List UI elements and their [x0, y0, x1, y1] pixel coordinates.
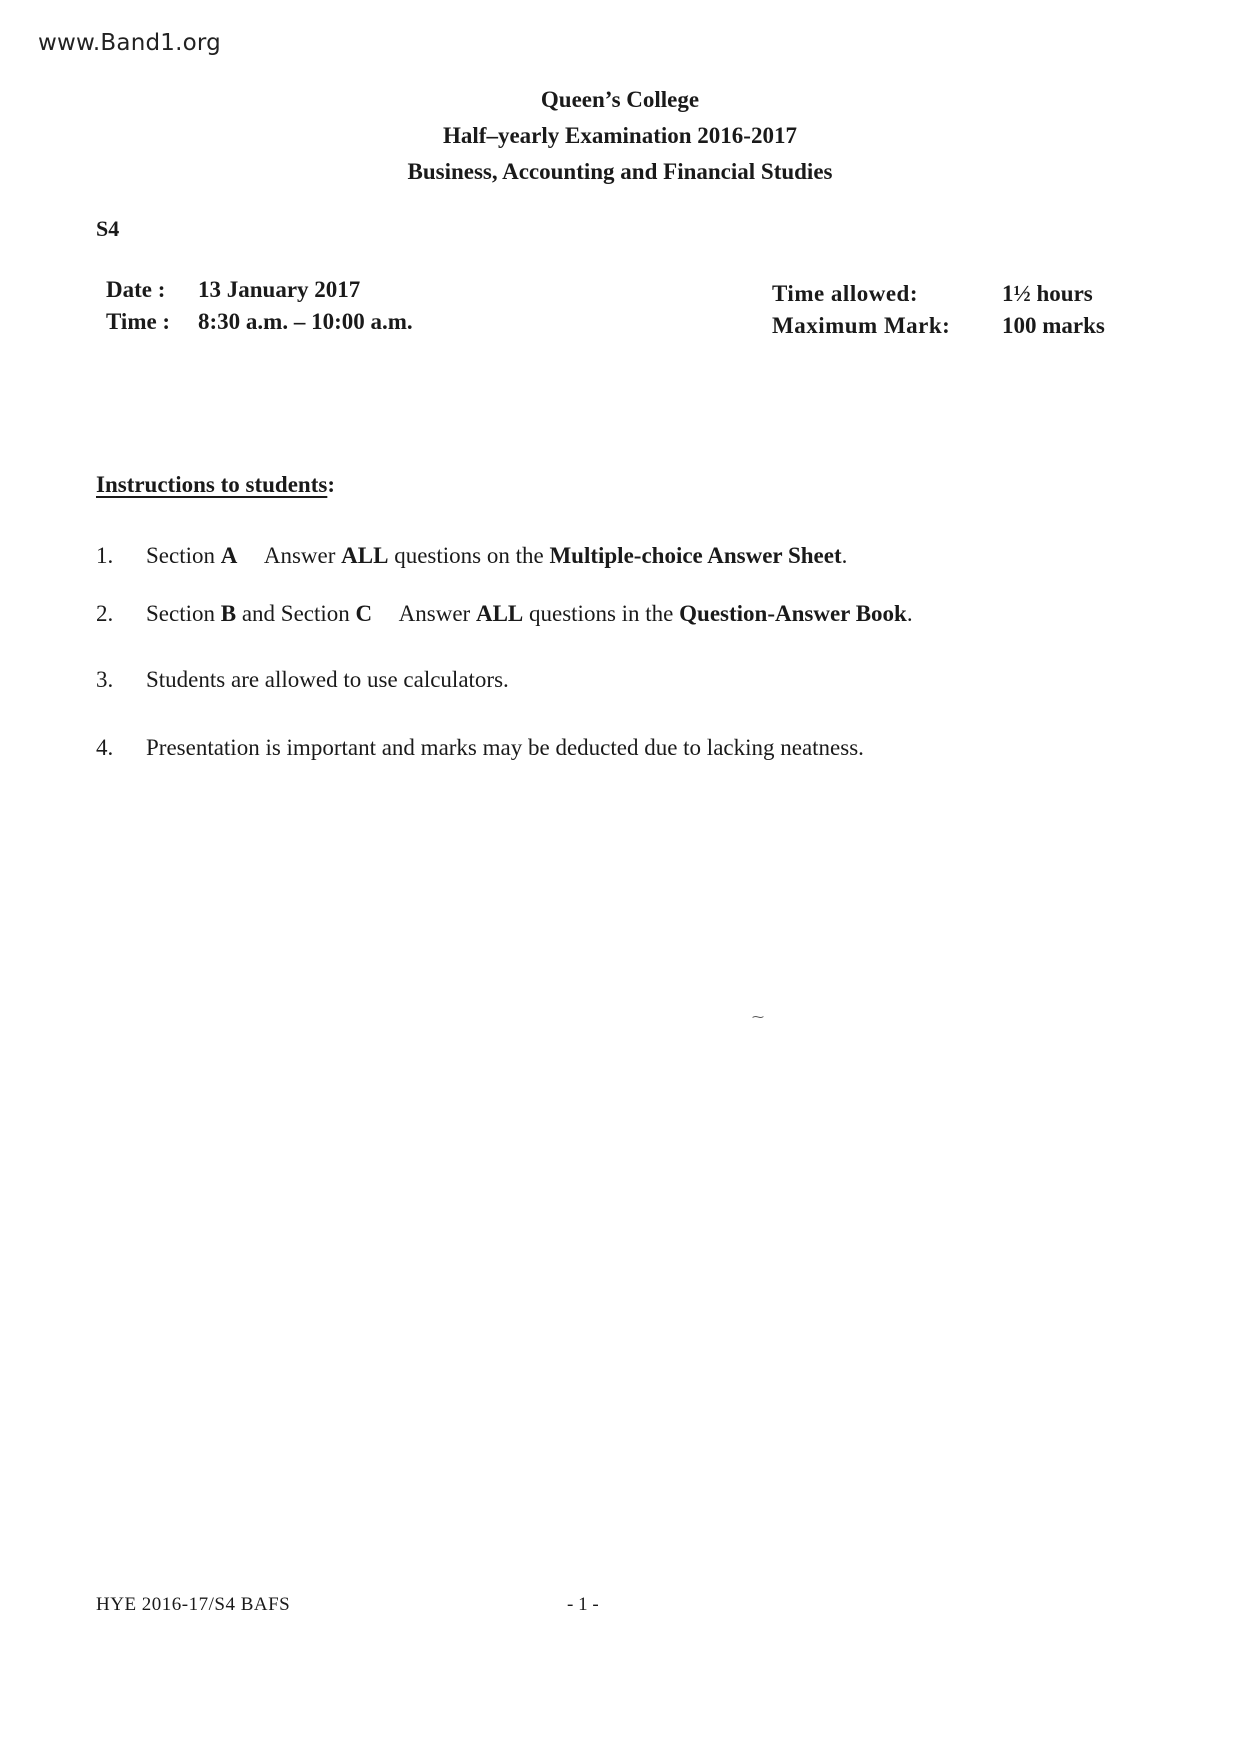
instruction-emphasis: ALL	[341, 543, 389, 568]
instruction-text: questions on the	[388, 543, 550, 568]
section-letter: B	[220, 601, 237, 626]
school-name: Queen’s College	[540, 87, 700, 112]
instruction-item	[96, 664, 1156, 696]
instruction-text: Answer	[398, 601, 476, 626]
section-label: and Section	[236, 601, 356, 626]
instruction-emphasis: Question-Answer Book	[679, 601, 907, 626]
instructions-list	[96, 540, 1156, 764]
section-label: Section	[146, 601, 221, 626]
time-allowed-label: Time allowed:	[772, 281, 918, 306]
instruction-number: 3.	[96, 667, 114, 692]
instruction-text: Students are allowed to use calculators.	[146, 667, 509, 692]
time-label: Time :	[106, 309, 171, 334]
instruction-text: .	[841, 543, 848, 568]
exam-schedule	[106, 274, 413, 338]
exam-limits	[772, 278, 1105, 342]
scan-speck: ⁓	[752, 1010, 764, 1024]
instruction-text: questions in the	[523, 601, 680, 626]
date-value: 13 January 2017	[198, 277, 361, 302]
instruction-number: 1.	[96, 543, 114, 568]
max-mark-label: Maximum Mark:	[772, 313, 951, 338]
instruction-emphasis: ALL	[475, 601, 524, 626]
time-value: 8:30 a.m. – 10:00 a.m.	[198, 309, 413, 334]
time-row	[106, 306, 413, 338]
instruction-number: 4.	[96, 735, 114, 760]
instructions-heading-colon: :	[327, 472, 335, 497]
instruction-number: 2.	[96, 601, 114, 626]
instruction-text: Answer	[263, 543, 342, 568]
exam-title: Half–yearly Examination 2016-2017	[443, 123, 797, 148]
instruction-item	[96, 598, 1156, 630]
instruction-item	[96, 540, 1156, 572]
instructions-heading-text: Instructions to students	[96, 472, 328, 497]
instruction-text: .	[906, 601, 913, 626]
section-letter: C	[355, 601, 373, 626]
time-allowed-value: 1½ hours	[1002, 281, 1093, 306]
paper-code: HYE 2016-17/S4 BAFS	[96, 1594, 291, 1615]
max-mark-row	[772, 310, 1105, 342]
time-allowed-row	[772, 278, 1105, 310]
max-mark-value: 100 marks	[1002, 313, 1105, 338]
site-watermark: www.Band1.org	[38, 30, 221, 56]
exam-header	[0, 82, 1240, 190]
instruction-emphasis: Multiple-choice Answer Sheet	[549, 543, 842, 568]
page-number: - 1 -	[567, 1594, 599, 1615]
section-letter: A	[220, 543, 238, 568]
date-label: Date :	[106, 277, 166, 302]
instruction-text: Presentation is important and marks may be deducted due to lacking neatness.	[146, 735, 864, 760]
instructions-heading	[96, 472, 335, 498]
instruction-item	[96, 732, 1156, 764]
date-row	[106, 274, 413, 306]
section-label: Section	[146, 543, 221, 568]
subject-title: Business, Accounting and Financial Studies	[407, 159, 833, 184]
form-level: S4	[96, 216, 120, 241]
